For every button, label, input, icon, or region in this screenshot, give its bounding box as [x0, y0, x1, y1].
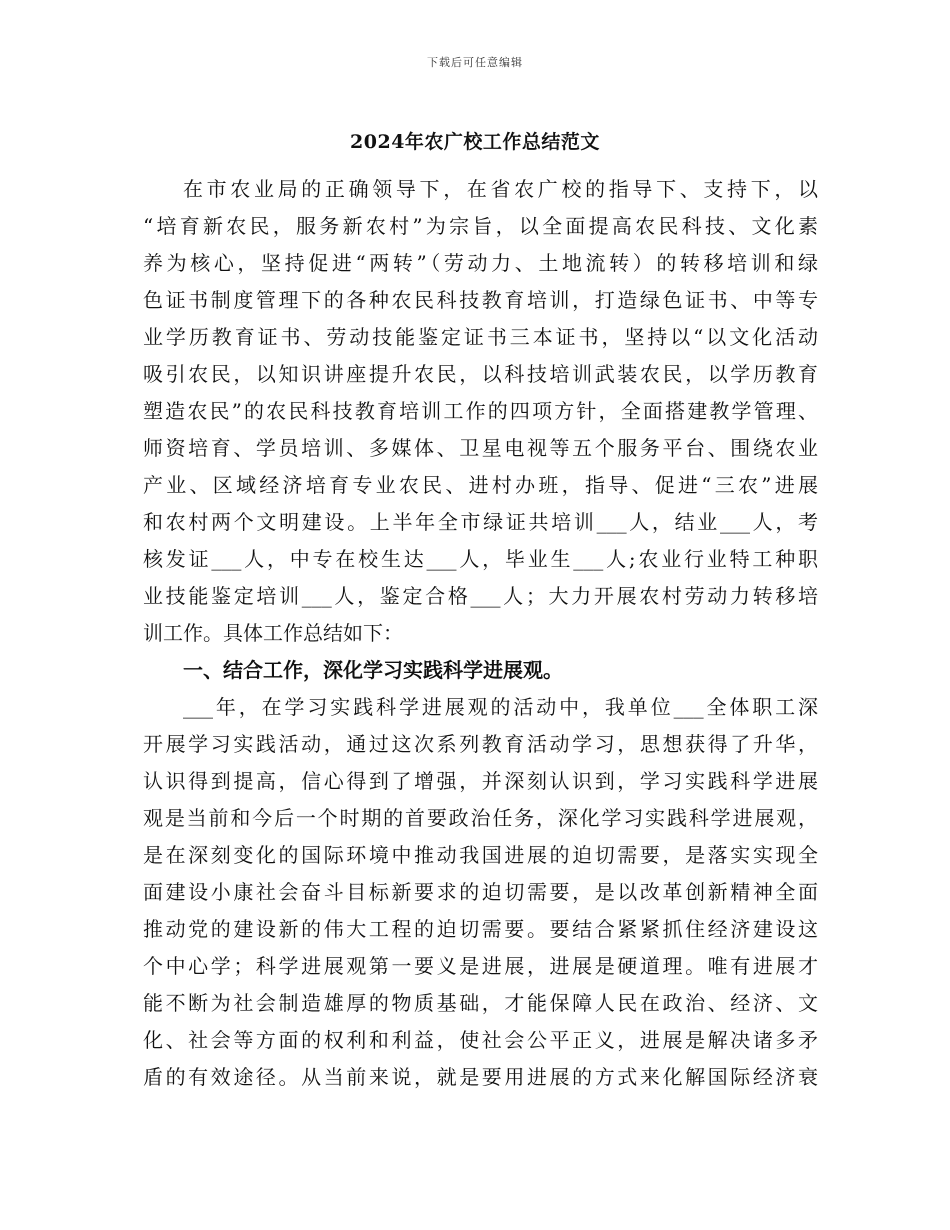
- paragraph-line: 和农村两个文明建设。上半年全市绿证共培训___人，结业___人，考: [143, 510, 818, 534]
- paragraph-intro: [143, 171, 818, 652]
- paragraph-line: 面建设小康社会奋斗目标新要求的迫切需要，是以改革创新精神全面: [143, 880, 818, 904]
- paragraph-line: 吸引农民，以知识讲座提升农民，以科技培训武装农民，以学历教育: [143, 362, 818, 386]
- paragraph-line: 认识得到提高，信心得到了增强，并深刻认识到，学习实践科学进展: [143, 769, 818, 793]
- paragraph-line: “培育新农民，服务新农村”为宗旨，以全面提高农民科技、文化素: [143, 214, 818, 238]
- paragraph-line: 是在深刻变化的国际环境中推动我国进展的迫切需要，是落实实现全: [143, 843, 818, 867]
- paragraph-line: 个中心学；科学进展观第一要义是进展，进展是硬道理。唯有进展才: [143, 954, 818, 978]
- paragraph-line: 色证书制度管理下的各种农民科技教育培训，打造绿色证书、中等专: [143, 288, 818, 312]
- paragraph-line: 养为核心，坚持促进“两转”（劳动力、土地流转）的转移培训和绿: [143, 251, 818, 275]
- paragraph-line: 训工作。具体工作总结如下：: [143, 621, 403, 645]
- paragraph-line: 盾的有效途径。从当前来说，就是要用进展的方式来化解国际经济衰: [143, 1065, 818, 1089]
- paragraph-line: ___年，在学习实践科学进展观的活动中，我单位___全体职工深: [183, 695, 818, 719]
- paragraph-line: 能不断为社会制造雄厚的物质基础，才能保障人民在政治、经济、文: [143, 991, 818, 1015]
- paragraph-line: 业技能鉴定培训___人，鉴定合格___人；大力开展农村劳动力转移培: [143, 584, 818, 608]
- paragraph-line: 塑造农民”的农民科技教育培训工作的四项方针，全面搭建教学管理、: [143, 399, 818, 423]
- paragraph-line: 观是当前和今后一个时期的首要政治任务，深化学习实践科学进展观，: [143, 806, 818, 830]
- paragraph-line: 推动党的建设新的伟大工程的迫切需要。要结合紧紧抓住经济建设这: [143, 917, 818, 941]
- paragraph-line: 化、社会等方面的权利和利益，使社会公平正义，进展是解决诸多矛: [143, 1028, 818, 1052]
- paragraph-line: 师资培育、学员培训、多媒体、卫星电视等五个服务平台、围绕农业: [143, 436, 818, 460]
- paragraph-line: 业学历教育证书、劳动技能鉴定证书三本证书，坚持以“以文化活动: [143, 325, 818, 349]
- paragraph-line: 产业、区域经济培育专业农民、进村办班，指导、促进“三农”进展: [143, 473, 818, 497]
- section-heading: 一、结合工作，深化学习实践科学进展观。: [183, 658, 563, 682]
- document-body: [143, 171, 818, 1096]
- paragraph-line: 开展学习实践活动，通过这次系列教育活动学习，思想获得了升华，: [143, 732, 818, 756]
- document-title: 2024年农广校工作总结范文: [350, 131, 600, 153]
- paragraph-line: 核发证___人，中专在校生达___人，毕业生___人;农业行业特工种职: [143, 547, 818, 571]
- paragraph-line: 在市农业局的正确领导下，在省农广校的指导下、支持下，以: [183, 177, 818, 201]
- paragraph-section-1: [143, 689, 818, 1096]
- header-note: 下载后可任意编辑: [427, 56, 523, 69]
